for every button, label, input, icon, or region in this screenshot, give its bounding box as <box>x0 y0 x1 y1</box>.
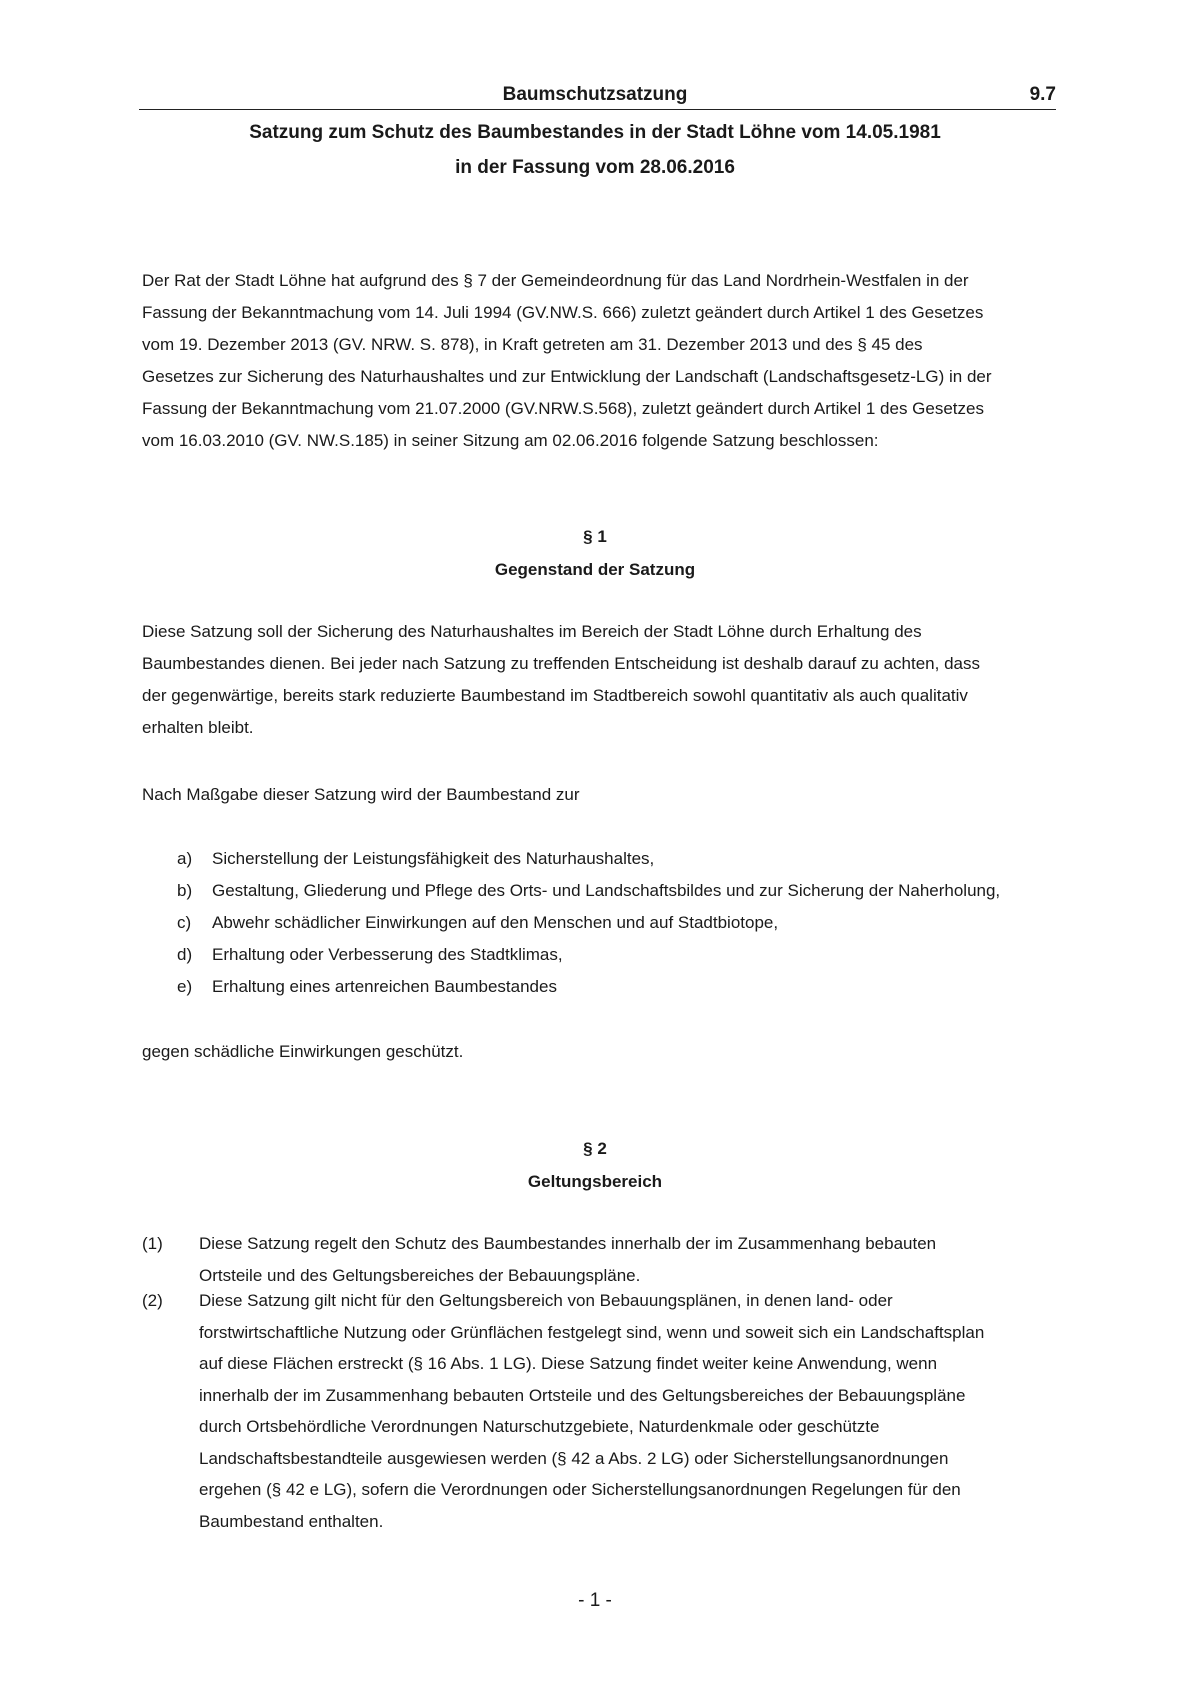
numbered-paragraph-label: (1) <box>142 1234 163 1253</box>
numbered-paragraph-line: innerhalb der im Zusammenhang bebauten Ortsteile und des Geltungsbereiches der Bebauungspläne <box>199 1385 966 1405</box>
numbered-paragraph-line: Diese Satzung regelt den Schutz des Baumbestandes innerhalb der im Zusammenhang bebauten <box>199 1234 937 1253</box>
numbered-paragraph-text <box>199 1228 1009 1291</box>
list-item-label: c) <box>177 913 192 932</box>
section-1-number: § 1 <box>583 527 607 546</box>
section-1-title: Gegenstand der Satzung <box>494 560 696 579</box>
numbered-paragraph-line: auf diese Flächen erstreckt (§ 16 Abs. 1 LG). Diese Satzung findet weiter keine Anwendung, wenn <box>199 1354 938 1373</box>
list-item-label: b) <box>177 881 193 900</box>
document-title-line-1: Satzung zum Schutz des Baumbestandes in der Stadt Löhne vom 14.05.1981 <box>249 122 941 143</box>
preamble-line: vom 16.03.2010 (GV. NW.S.185) in seiner Sitzung am 02.06.2016 folgende Satzung beschlossen: <box>142 431 879 450</box>
list-item-text: Erhaltung eines artenreichen Baumbestandes <box>212 977 557 996</box>
running-header-title: Baumschutzsatzung <box>502 84 688 105</box>
numbered-paragraph-line: durch Ortsbehördliche Verordnungen Naturschutzgebiete, Naturdenkmale oder geschützte <box>199 1417 880 1436</box>
running-header-number: 9.7 <box>1029 84 1056 105</box>
page-number: - 1 - <box>578 1590 612 1611</box>
numbered-paragraph-line: forstwirtschaftliche Nutzung oder Grünflächen festgelegt sind, wenn und soweit sich ein Landschaftsplan <box>199 1322 985 1342</box>
numbered-paragraph-line: Diese Satzung gilt nicht für den Geltungsbereich von Bebauungsplänen, in denen land- oder <box>199 1291 893 1310</box>
numbered-paragraph-line: Baumbestand enthalten. <box>199 1511 384 1531</box>
numbered-paragraph <box>142 1285 1072 1545</box>
section-1-list <box>177 843 1077 1003</box>
preamble-paragraph <box>142 265 1072 457</box>
section-2-items <box>142 1228 1072 1558</box>
section-1-paragraph <box>142 616 1072 744</box>
list-item-text: Sicherstellung der Leistungsfähigkeit des Naturhaushaltes, <box>212 849 655 868</box>
preamble-line: Fassung der Bekanntmachung vom 21.07.2000 (GV.NRW.S.568), zuletzt geändert durch Artikel 1 des Gesetzes <box>142 399 984 418</box>
list-item-label: d) <box>177 945 193 964</box>
section-1-line: der gegenwärtige, bereits stark reduzierte Baumbestand im Stadtbereich sowohl quantitativ als auch qualitativ <box>142 686 968 705</box>
list-item-label: e) <box>177 977 193 996</box>
document-title-line-2: in der Fassung vom 28.06.2016 <box>455 157 735 178</box>
section-1-line: Diese Satzung soll der Sicherung des Naturhaushaltes im Bereich der Stadt Löhne durch Erhaltung des <box>142 622 922 641</box>
header-divider <box>139 109 1056 110</box>
section-1-intro: Nach Maßgabe dieser Satzung wird der Baumbestand zur <box>142 785 580 804</box>
preamble-line: Fassung der Bekanntmachung vom 14. Juli 1994 (GV.NW.S. 666) zuletzt geändert durch Artikel 1 des Gesetzes <box>142 303 984 322</box>
numbered-paragraph-label: (2) <box>142 1291 163 1310</box>
list-item-text: Gestaltung, Gliederung und Pflege des Orts- und Landschaftsbildes und zur Sicherung der Naherholung, <box>212 881 1001 900</box>
preamble-line: vom 19. Dezember 2013 (GV. NRW. S. 878), in Kraft getreten am 31. Dezember 2013 und des § 45 des <box>142 335 923 354</box>
numbered-paragraph-line: ergehen (§ 42 e LG), sofern die Verordnungen oder Sicherstellungsanordnungen Regelungen für den <box>199 1480 961 1499</box>
preamble-line: Der Rat der Stadt Löhne hat aufgrund des § 7 der Gemeindeordnung für das Land Nordrhein-Westfalen in der <box>142 271 969 290</box>
numbered-paragraph <box>142 1228 1072 1291</box>
numbered-paragraph-text <box>199 1285 1009 1537</box>
numbered-paragraph-line: Landschaftsbestandteile ausgewiesen werden (§ 42 a Abs. 2 LG) oder Sicherstellungsanordnungen <box>199 1448 949 1468</box>
section-1-outro: gegen schädliche Einwirkungen geschützt. <box>142 1042 464 1061</box>
preamble-line: Gesetzes zur Sicherung des Naturhaushaltes und zur Entwicklung der Landschaft (Landschaftsgesetz-LG) in der <box>142 367 992 386</box>
list-item-text: Erhaltung oder Verbesserung des Stadtklimas, <box>212 945 563 964</box>
list-item-label: a) <box>177 849 193 868</box>
list-item-text: Abwehr schädlicher Einwirkungen auf den Menschen und auf Stadtbiotope, <box>212 913 779 932</box>
section-1-line: erhalten bleibt. <box>142 718 254 737</box>
section-2-number: § 2 <box>583 1139 607 1158</box>
section-1-line: Baumbestandes dienen. Bei jeder nach Satzung zu treffenden Entscheidung ist deshalb darauf zu achten, dass <box>142 654 980 673</box>
numbered-paragraph-line: Ortsteile und des Geltungsbereiches der Bebauungspläne. <box>199 1265 641 1285</box>
section-2-title: Geltungsbereich <box>527 1172 663 1191</box>
